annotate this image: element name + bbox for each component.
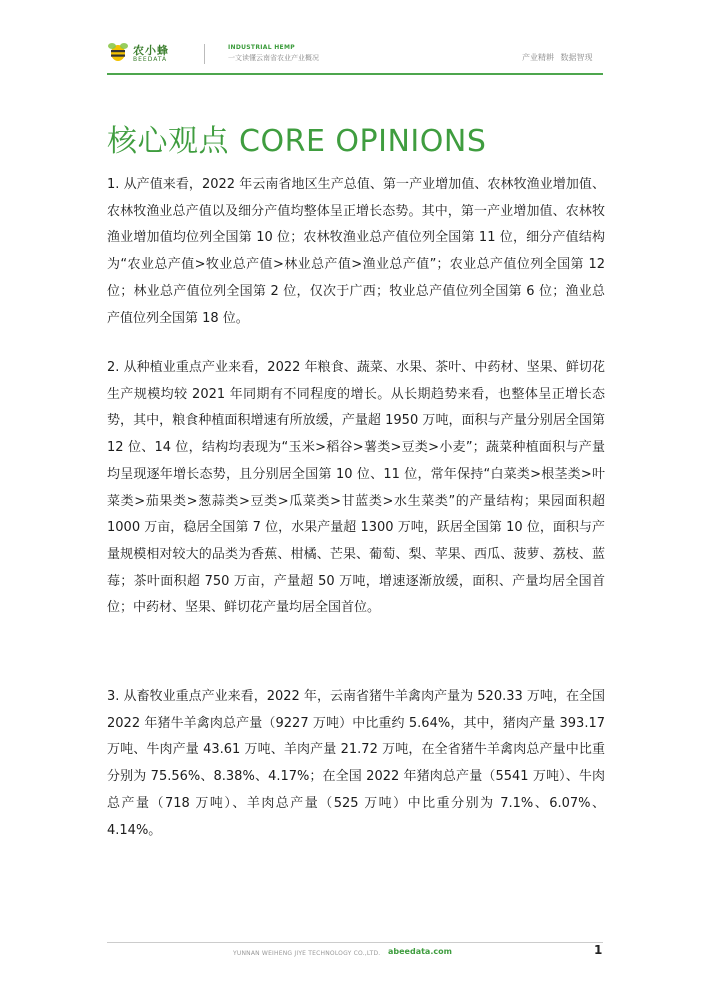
footer-website-link[interactable]: abeedata.com — [388, 947, 452, 956]
brand-name-en: BEEDATA — [133, 56, 168, 63]
header-rule — [107, 73, 603, 75]
page-header — [0, 0, 710, 80]
header-subtitle-cn: 一文读懂云南省农业产业概况 — [228, 54, 319, 62]
header-subtitle-en: INDUSTRIAL HEMP — [228, 44, 295, 51]
bee-logo-icon — [106, 40, 130, 64]
header-divider — [204, 44, 205, 64]
footer-rule — [107, 942, 603, 943]
page-title: 核心观点 CORE OPINIONS — [107, 124, 487, 160]
paragraph-2: 2. 从种植业重点产业来看，2022 年粮食、蔬菜、水果、茶叶、中药材、坚果、鲜切花生产规模均较 2021 年同期有不同程度的增长。从长期趋势来看，也整体呈正增长态势，其中，粮食种植面积增速有所放缓，产量超 1950 万吨，面积与产量分别居全国第 12 位、14 位，结构均表现为“玉米>稻谷>薯类>豆类>小麦”；蔬菜种植面积与产量均呈现逐年增长态势，且分别居全国第 10 位、11 位，常年保持“白菜类>根茎类>叶菜类>茄果类>葱蒜类>豆类>瓜菜类>甘蓝类>水生菜类”的产量结构；果园面积超 1000 万亩，稳居全国第 7 位，水果产量超 1300 万吨，跃居全国第 10 位，面积与产量规模相对较大的品类为香蕉、柑橘、芒果、葡萄、梨、苹果、西瓜、菠萝、荔枝、蓝莓；茶叶面积超 750 万亩，产量超 50 万吨，增速逐渐放缓，面积、产量均居全国首位；中药材、坚果、鲜切花产量均居全国首位。 — [107, 360, 605, 616]
paragraph-3: 3. 从畜牧业重点产业来看，2022 年，云南省猪牛羊禽肉产量为 520.33 万吨，在全国 2022 年猪牛羊禽肉总产量（9227 万吨）中比重约 5.64%，其中，猪肉产量 393.17 万吨、牛肉产量 43.61 万吨、羊肉产量 21.72 万吨，在全省猪牛羊禽肉总产量中比重分别为 75.56%、8.38%、4.17%；在全国 2022 年猪肉总产量（5541 万吨）、牛肉总产量（718 万吨）、羊肉总产量（525 万吨）中比重分别为 7.1%、6.07%、4.14%。 — [107, 689, 605, 838]
page-number: 1 — [594, 943, 603, 957]
footer-company: YUNNAN WEIHENG JIYE TECHNOLOGY CO.,LTD. — [233, 950, 381, 957]
header-tagline: 产业精耕 数据智现 — [522, 53, 593, 62]
paragraph-1: 1. 从产值来看，2022 年云南省地区生产总值、第一产业增加值、农林牧渔业增加值、农林牧渔业总产值以及细分产值均整体呈正增长态势。其中，第一产业增加值、农林牧渔业增加值均位列全国第 10 位；农林牧渔业总产值位列全国第 11 位，细分产值结构为“农业总产值>牧业总产值>林业总产值>渔业总产值”；农业总产值位列全国第 12 位；林业总产值位列全国第 2 位，仅次于广西；牧业总产值位列全国第 6 位；渔业总产值位列全国第 18 位。 — [107, 177, 605, 326]
brand-name-cn: 农小蜂 — [133, 44, 169, 57]
